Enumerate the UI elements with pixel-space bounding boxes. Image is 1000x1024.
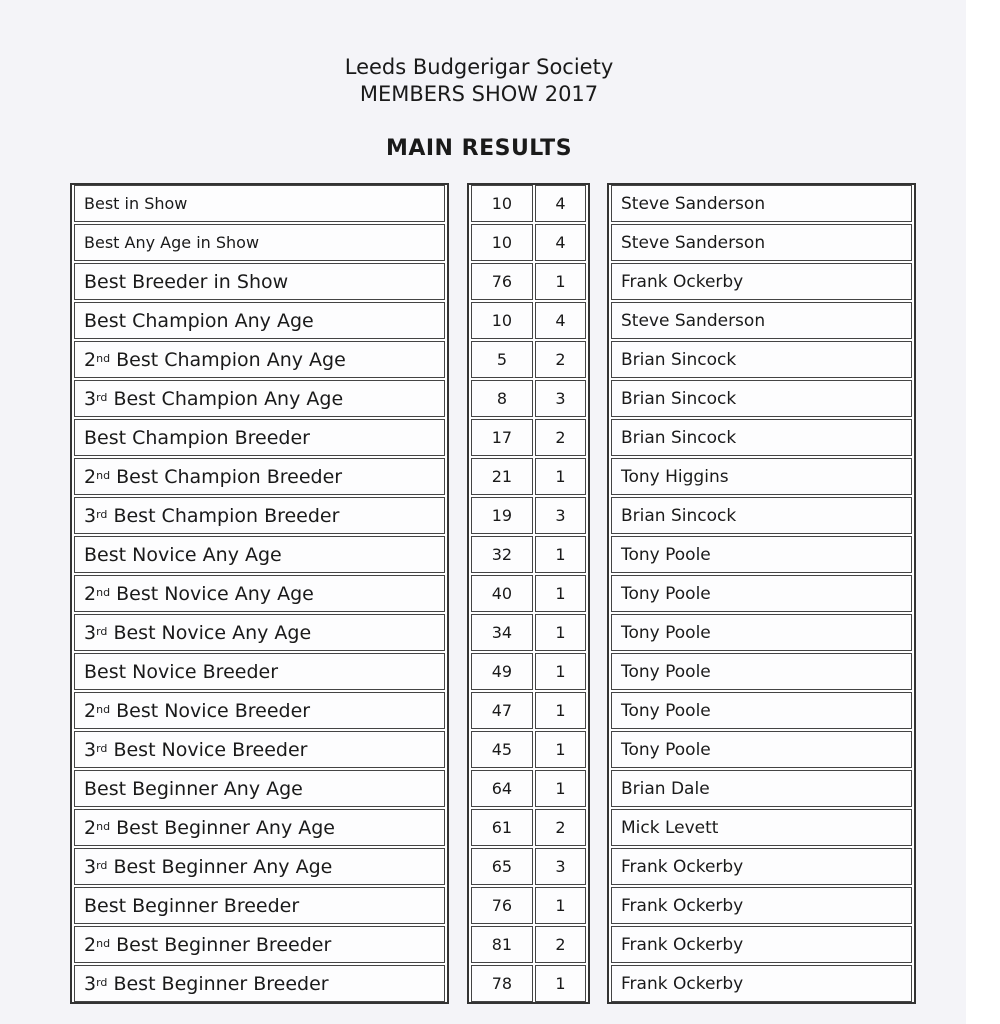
award-row [74, 263, 445, 300]
placing-number: 3 [535, 380, 586, 417]
winner-row [611, 341, 912, 378]
winner-row [611, 731, 912, 768]
placing-number: 1 [535, 692, 586, 729]
award-cell [74, 419, 445, 456]
award-rank: 2 [84, 348, 97, 371]
placing-number: 2 [535, 341, 586, 378]
winner-name: Brian Sincock [611, 380, 912, 417]
placing-number: 3 [535, 848, 586, 885]
winner-row [611, 848, 912, 885]
award-rank: 2 [84, 699, 97, 722]
show-title: MEMBERS SHOW 2017 [359, 82, 599, 106]
scan-edge [966, 0, 1000, 1024]
class-number: 10 [471, 185, 533, 222]
placing-number: 1 [535, 536, 586, 573]
placing-number: 1 [535, 263, 586, 300]
class-number: 65 [471, 848, 533, 885]
placing-number: 1 [535, 770, 586, 807]
award-label: Best Beginner Breeder [110, 933, 332, 956]
award-label: Best Beginner Any Age [110, 816, 335, 839]
winner-name: Tony Higgins [611, 458, 912, 495]
award-cell: 3 $^{rd}$ Best Beginner Any Age [74, 848, 445, 885]
winner-name: Frank Ockerby [611, 848, 912, 885]
numbers-row [471, 653, 586, 690]
award-cell [74, 887, 445, 924]
winner-row [611, 536, 912, 573]
award-row [74, 458, 445, 495]
winner-row [611, 419, 912, 456]
award-label: Best Champion Breeder [84, 426, 310, 449]
award-label: Best Beginner Any Age [84, 777, 303, 800]
award-label: Best in Show [84, 194, 188, 213]
winner-row [611, 575, 912, 612]
award-row [74, 224, 445, 261]
winner-name: Steve Sanderson [611, 224, 912, 261]
class-number: 34 [471, 614, 533, 651]
award-row [74, 770, 445, 807]
placing-number: 3 [535, 497, 586, 534]
award-cell [74, 224, 445, 261]
award-row [74, 965, 445, 1002]
award-label: Best Novice Breeder [107, 738, 308, 761]
award-rank: 3 [84, 738, 97, 761]
award-label: Best Champion Any Age [84, 309, 314, 332]
winner-row [611, 224, 912, 261]
award-cell: 2 $^{nd}$ Best Beginner Any Age [74, 809, 445, 846]
entry-numbers-table [467, 183, 590, 1004]
award-label: Best Novice Breeder [84, 660, 279, 683]
winner-row [611, 770, 912, 807]
award-rank: 3 [84, 972, 97, 995]
winner-row [611, 302, 912, 339]
numbers-row [471, 887, 586, 924]
award-rank: 3 [84, 387, 97, 410]
placing-number: 4 [535, 224, 586, 261]
numbers-row [471, 770, 586, 807]
winner-name: Tony Poole [611, 731, 912, 768]
winner-name: Brian Dale [611, 770, 912, 807]
class-number: 78 [471, 965, 533, 1002]
winner-row [611, 263, 912, 300]
award-cell: 3 $^{rd}$ Best Beginner Breeder [74, 965, 445, 1002]
class-number: 76 [471, 263, 533, 300]
winner-name: Tony Poole [611, 575, 912, 612]
placing-number: 1 [535, 458, 586, 495]
numbers-row [471, 965, 586, 1002]
award-rank: 2 [84, 582, 97, 605]
results-heading: MAIN RESULTS [385, 136, 573, 161]
numbers-row [471, 848, 586, 885]
class-number: 81 [471, 926, 533, 963]
award-cell: 2 $^{nd}$ Best Champion Breeder [74, 458, 445, 495]
winner-row [611, 965, 912, 1002]
numbers-row [471, 224, 586, 261]
award-row [74, 302, 445, 339]
award-label: Best Novice Any Age [110, 582, 314, 605]
placing-number: 1 [535, 887, 586, 924]
award-row [74, 497, 445, 534]
awards-table [70, 183, 449, 1004]
award-cell [74, 263, 445, 300]
award-row [74, 536, 445, 573]
award-row [74, 653, 445, 690]
numbers-row [471, 926, 586, 963]
class-number: 45 [471, 731, 533, 768]
award-label: Best Any Age in Show [84, 233, 260, 252]
award-cell: 2 $^{nd}$ Best Novice Breeder [74, 692, 445, 729]
award-row [74, 341, 445, 378]
numbers-row [471, 497, 586, 534]
numbers-row [471, 809, 586, 846]
award-row [74, 926, 445, 963]
placing-number: 2 [535, 419, 586, 456]
award-cell: 3 $^{rd}$ Best Champion Any Age [74, 380, 445, 417]
class-number: 8 [471, 380, 533, 417]
winner-row [611, 497, 912, 534]
winner-name: Mick Levett [611, 809, 912, 846]
class-number: 40 [471, 575, 533, 612]
class-number: 5 [471, 341, 533, 378]
winner-row [611, 692, 912, 729]
award-cell: 3 $^{rd}$ Best Novice Any Age [74, 614, 445, 651]
award-label: Best Breeder in Show [84, 270, 289, 293]
numbers-row [471, 536, 586, 573]
class-number: 49 [471, 653, 533, 690]
placing-number: 1 [535, 614, 586, 651]
award-cell: 2 $^{nd}$ Best Beginner Breeder [74, 926, 445, 963]
numbers-row [471, 692, 586, 729]
winner-row [611, 926, 912, 963]
class-number: 19 [471, 497, 533, 534]
winner-row [611, 653, 912, 690]
placing-number: 1 [535, 575, 586, 612]
winner-name: Brian Sincock [611, 341, 912, 378]
winner-row [611, 185, 912, 222]
numbers-row [471, 419, 586, 456]
winner-name: Frank Ockerby [611, 965, 912, 1002]
award-row [74, 887, 445, 924]
award-row [74, 575, 445, 612]
winner-name: Tony Poole [611, 536, 912, 573]
winner-name: Tony Poole [611, 653, 912, 690]
award-label: Best Champion Any Age [107, 387, 344, 410]
award-label: Best Champion Breeder [107, 504, 340, 527]
award-label: Best Beginner Breeder [84, 894, 300, 917]
award-rank: 3 [84, 504, 97, 527]
award-label: Best Novice Breeder [110, 699, 311, 722]
placing-number: 2 [535, 926, 586, 963]
winner-name: Tony Poole [611, 692, 912, 729]
placing-number: 4 [535, 302, 586, 339]
numbers-row [471, 575, 586, 612]
class-number: 17 [471, 419, 533, 456]
winner-name: Tony Poole [611, 614, 912, 651]
winner-name: Brian Sincock [611, 497, 912, 534]
numbers-row [471, 263, 586, 300]
award-cell: 3 $^{rd}$ Best Novice Breeder [74, 731, 445, 768]
class-number: 64 [471, 770, 533, 807]
winner-row [611, 614, 912, 651]
numbers-row [471, 341, 586, 378]
award-cell [74, 302, 445, 339]
class-number: 76 [471, 887, 533, 924]
winners-table [607, 183, 916, 1004]
winner-row [611, 809, 912, 846]
placing-number: 1 [535, 653, 586, 690]
numbers-row [471, 302, 586, 339]
winner-name: Frank Ockerby [611, 263, 912, 300]
award-row [74, 185, 445, 222]
award-label: Best Novice Any Age [107, 621, 312, 644]
winner-row [611, 380, 912, 417]
award-row [74, 380, 445, 417]
award-label: Best Champion Breeder [110, 465, 343, 488]
placing-number: 1 [535, 965, 586, 1002]
placing-number: 4 [535, 185, 586, 222]
numbers-row [471, 731, 586, 768]
winner-row [611, 458, 912, 495]
winner-name: Steve Sanderson [611, 302, 912, 339]
award-label: Best Novice Any Age [84, 543, 282, 566]
award-label: Best Champion Any Age [110, 348, 346, 371]
award-row [74, 848, 445, 885]
award-rank: 2 [84, 933, 97, 956]
award-row [74, 419, 445, 456]
award-label: Best Beginner Breeder [107, 972, 329, 995]
class-number: 32 [471, 536, 533, 573]
society-title: Leeds Budgerigar Society [344, 55, 614, 79]
placing-number: 2 [535, 809, 586, 846]
class-number: 10 [471, 224, 533, 261]
numbers-row [471, 458, 586, 495]
numbers-row [471, 380, 586, 417]
award-cell: 2 $^{nd}$ Best Champion Any Age [74, 341, 445, 378]
class-number: 21 [471, 458, 533, 495]
award-cell [74, 770, 445, 807]
class-number: 10 [471, 302, 533, 339]
class-number: 47 [471, 692, 533, 729]
class-number: 61 [471, 809, 533, 846]
award-cell: 2 $^{nd}$ Best Novice Any Age [74, 575, 445, 612]
award-rank: 2 [84, 465, 97, 488]
award-row [74, 731, 445, 768]
winner-row [611, 887, 912, 924]
winner-name: Frank Ockerby [611, 926, 912, 963]
award-row [74, 809, 445, 846]
placing-number: 1 [535, 731, 586, 768]
award-cell [74, 536, 445, 573]
award-label: Best Beginner Any Age [107, 855, 333, 878]
winner-name: Brian Sincock [611, 419, 912, 456]
winner-name: Steve Sanderson [611, 185, 912, 222]
winner-name: Frank Ockerby [611, 887, 912, 924]
award-cell [74, 653, 445, 690]
award-cell: 3 $^{rd}$ Best Champion Breeder [74, 497, 445, 534]
award-rank: 2 [84, 816, 97, 839]
award-row [74, 614, 445, 651]
award-rank: 3 [84, 621, 97, 644]
numbers-row [471, 614, 586, 651]
award-row [74, 692, 445, 729]
award-rank: 3 [84, 855, 97, 878]
numbers-row [471, 185, 586, 222]
award-cell [74, 185, 445, 222]
